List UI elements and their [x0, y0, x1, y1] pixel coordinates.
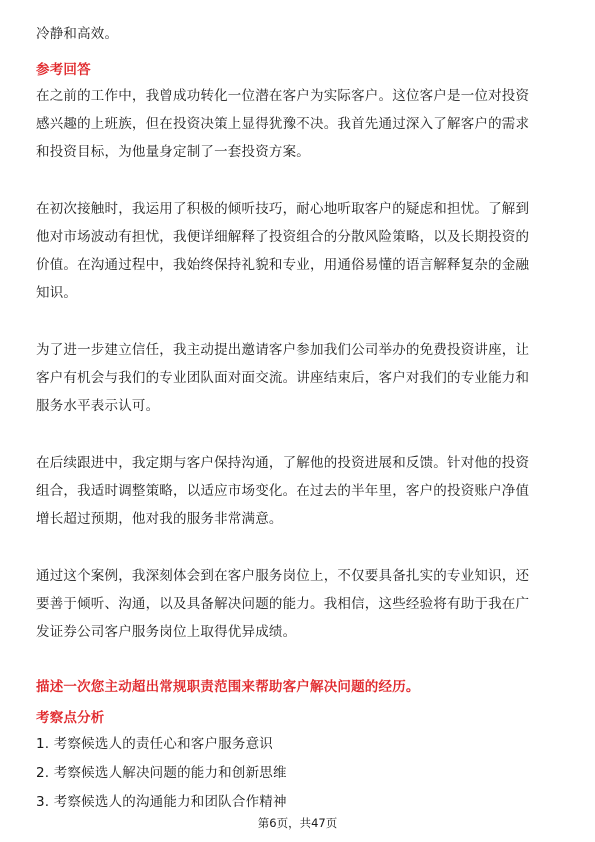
answer-paragraph-1-line-3: 和投资目标，为他量身定制了一套投资方案。	[36, 144, 310, 160]
reference-answer-heading: 参考回答	[36, 62, 91, 78]
intro-tail-text: 冷静和高效。	[36, 26, 119, 42]
answer-paragraph-1-line-1: 在之前的工作中，我曾成功转化一位潜在客户为实际客户。这位客户是一位对投资	[36, 88, 530, 104]
answer-paragraph-5-line-2: 要善于倾听、沟通，以及具备解决问题的能力。我相信，这些经验将有助于我在广	[36, 596, 530, 612]
answer-paragraph-2-line-3: 价值。在沟通过程中，我始终保持礼貌和专业，用通俗易懂的语言解释复杂的金融	[36, 257, 530, 273]
analysis-heading: 考察点分析	[36, 710, 105, 726]
answer-paragraph-2-line-4: 知识。	[36, 285, 78, 301]
answer-paragraph-4-line-1: 在后续跟进中，我定期与客户保持沟通，了解他的投资进展和反馈。针对他的投资	[36, 455, 530, 471]
page-number: 第6页，共47页	[257, 816, 338, 830]
answer-paragraph-4-line-2: 组合，我适时调整策略，以适应市场变化。在过去的半年里，客户的投资账户净值	[36, 483, 530, 499]
answer-paragraph-1-line-2: 感兴趣的上班族，但在投资决策上显得犹豫不决。我首先通过深入了解客户的需求	[36, 116, 530, 132]
answer-paragraph-5-line-3: 发证券公司客户服务岗位上取得优异成绩。	[36, 624, 297, 640]
question-title: 描述一次您主动超出常规职责范围来帮助客户解决问题的经历。	[36, 679, 420, 695]
answer-paragraph-3-line-3: 服务水平表示认可。	[36, 398, 160, 414]
analysis-point-1: 1. 考察候选人的责任心和客户服务意识	[36, 736, 273, 752]
analysis-point-2: 2. 考察候选人解决问题的能力和创新思维	[36, 765, 287, 781]
answer-paragraph-4-line-3: 增长超过预期，他对我的服务非常满意。	[36, 511, 283, 527]
answer-paragraph-3-line-1: 为了进一步建立信任，我主动提出邀请客户参加我们公司举办的免费投资讲座，让	[36, 342, 530, 358]
answer-paragraph-3-line-2: 客户有机会与我们的专业团队面对面交流。讲座结束后，客户对我们的专业能力和	[36, 370, 530, 386]
answer-paragraph-5-line-1: 通过这个案例，我深刻体会到在客户服务岗位上，不仅要具备扎实的专业知识，还	[36, 568, 530, 584]
answer-paragraph-2-line-1: 在初次接触时，我运用了积极的倾听技巧，耐心地听取客户的疑虑和担忧。了解到	[36, 201, 530, 217]
analysis-point-3: 3. 考察候选人的沟通能力和团队合作精神	[36, 794, 287, 810]
answer-paragraph-2-line-2: 他对市场波动有担忧，我便详细解释了投资组合的分散风险策略，以及长期投资的	[36, 229, 530, 245]
